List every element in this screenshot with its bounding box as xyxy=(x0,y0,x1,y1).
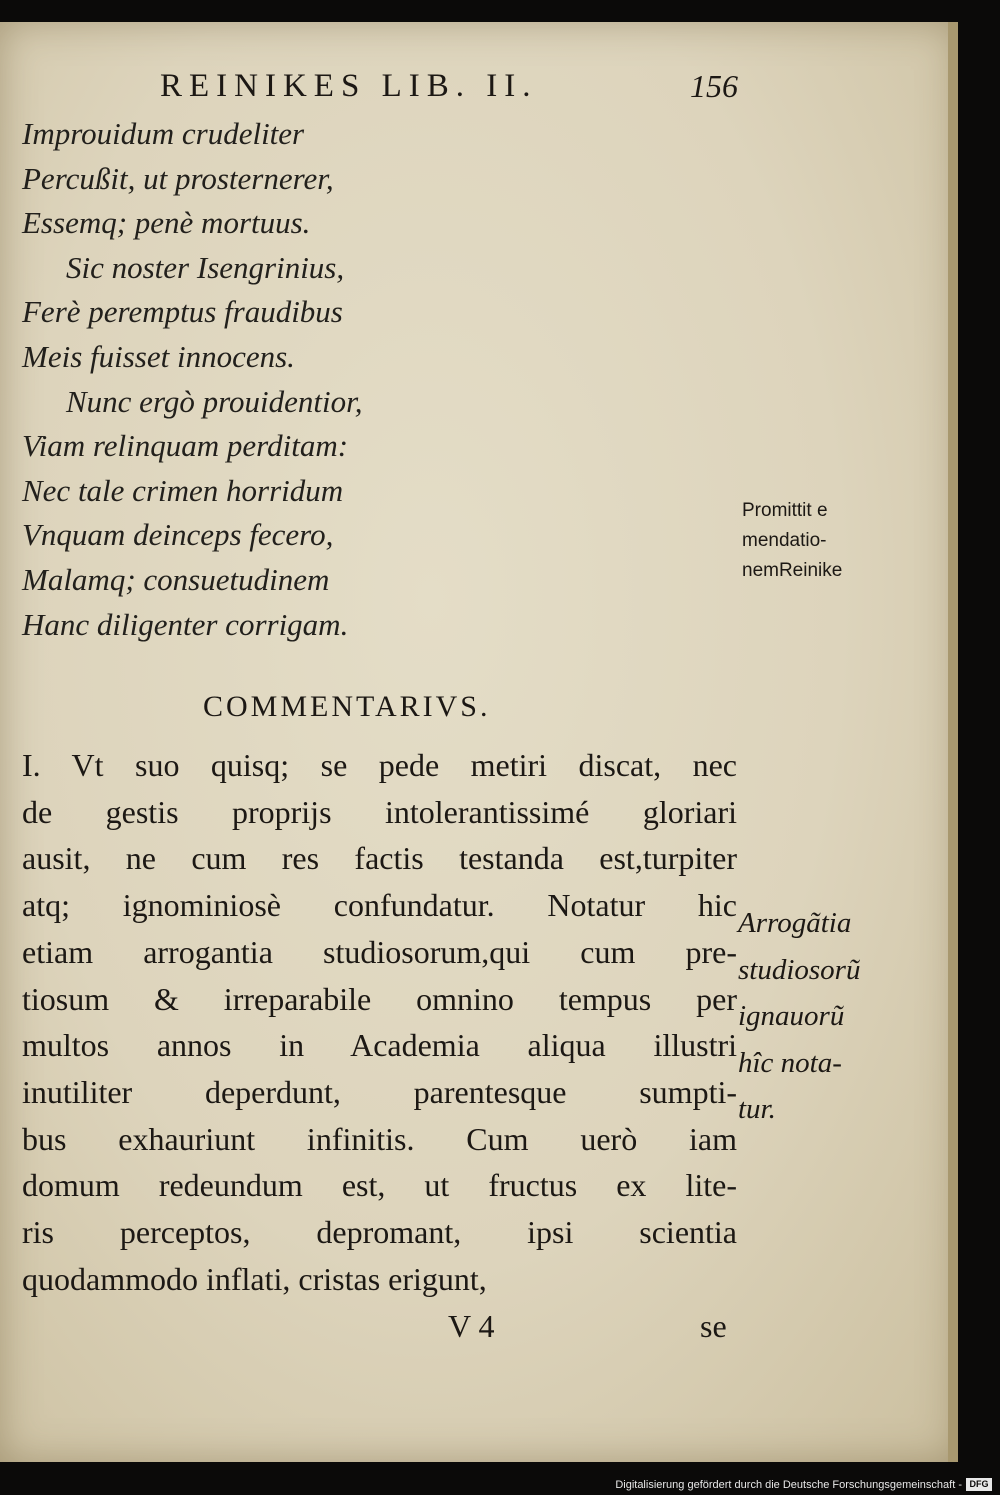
margin-line: Promittit e xyxy=(742,500,828,521)
margin-line: hîc nota- xyxy=(738,1046,842,1079)
margin-line: Arrogãtia xyxy=(738,907,852,939)
signature-mark: V 4 xyxy=(448,1308,495,1344)
verse-line: Improuidum crudeliter xyxy=(22,116,305,151)
margin-line: studiosorũ xyxy=(738,953,861,986)
commentary-heading: COMMENTARIVS. xyxy=(203,690,491,723)
verse-line: Nunc ergò prouidentior, xyxy=(66,383,363,419)
verse-line: Hanc diligenter corrigam. xyxy=(22,606,349,642)
digitization-credit: Digitalisierung gefördert durch die Deutsche Forschungsgemeinschaft - xyxy=(615,1479,962,1491)
prose-line: I. Vt suo quisq; se pede metiri discat, nec xyxy=(22,747,737,783)
prose-line: bus exhauriunt infinitis. Cum uerò iam xyxy=(22,1120,737,1157)
prose-line: ausit, ne cum res factis testanda est,turpiter xyxy=(22,840,737,877)
verse-line: Nec tale crimen horridum xyxy=(22,472,344,508)
prose-line: inutiliter deperdunt, parentesque sumpti- xyxy=(22,1073,737,1110)
margin-line: nemReinike xyxy=(742,560,843,581)
margin-line: tur. xyxy=(738,1093,776,1125)
verse-line: Malamq; consuetudinem xyxy=(22,561,330,597)
dfg-logo: DFG xyxy=(966,1478,992,1491)
verse-line: Ferè peremptus fraudibus xyxy=(22,294,343,330)
running-head: REINIKES LIB. II. xyxy=(160,68,538,104)
prose-line: tiosum & irreparabile omnino tempus per xyxy=(22,980,737,1017)
page-edge xyxy=(948,22,958,1462)
page-number: 156 xyxy=(690,68,738,104)
verse-line: Viam relinquam perditam: xyxy=(22,428,349,464)
poem-verses xyxy=(22,112,363,647)
prose-line: etiam arrogantia studiosorum,qui cum pre- xyxy=(22,933,737,970)
verse-line: Percußit, ut prosternerer, xyxy=(22,160,334,196)
commentary-text xyxy=(22,742,737,1302)
verse-line: Essemq; penè mortuus. xyxy=(22,205,311,241)
prose-line: atq; ignominiosè confundatur. Notatur hic xyxy=(22,887,737,924)
verse-line: Meis fuisset innocens. xyxy=(22,338,295,374)
prose-line: multos annos in Academia aliqua illustri xyxy=(22,1027,737,1064)
margin-note-promittit xyxy=(742,496,842,586)
prose-line: quodammodo inflati, cristas erigunt, xyxy=(22,1260,487,1297)
margin-line: ignauorũ xyxy=(738,1000,845,1032)
prose-line: de gestis proprijs intolerantissimé gloriari xyxy=(22,793,737,830)
verse-line: Sic noster Isengrinius, xyxy=(66,249,345,285)
margin-line: mendatio- xyxy=(742,530,827,551)
catchword: se xyxy=(700,1308,727,1344)
margin-note-arrogantia xyxy=(738,900,860,1133)
verse-line: Vnquam deinceps fecero, xyxy=(22,517,334,553)
prose-line: ris perceptos, depromant, ipsi scientia xyxy=(22,1214,737,1251)
prose-line: domum redeundum est, ut fructus ex lite- xyxy=(22,1167,737,1204)
